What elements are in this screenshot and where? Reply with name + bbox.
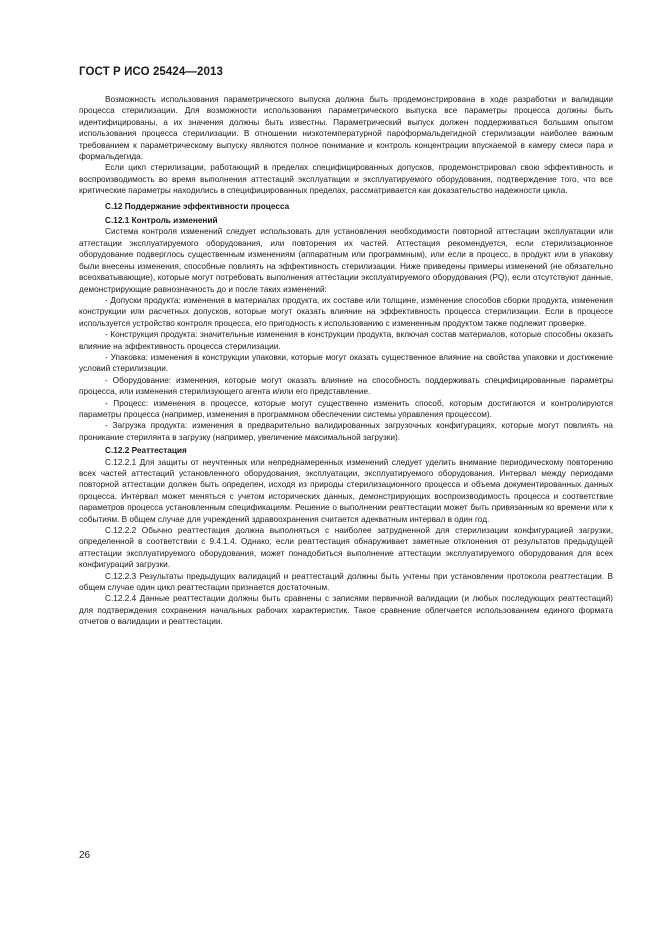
paragraph-c12-2-3: С.12.2.3 Результаты предыдущих валидаций и реаттестаций должны быть учтены при установлении протокола реаттестации. В общем случае один цикл реаттестации признается достаточным. [79,571,613,593]
list-item-product-tolerances: - Допуски продукта: изменения в материалах продукта, их составе или толщине, изменение способов сборки продукта, изменения конструкции или расчетных допусков, которые могут оказать влияние на эффективность процесса стерилизации. Если в процессе используется устройство контроля процесса, его пригодность к использованию с измененным продуктом также подлежит проверке. [79,295,613,328]
list-item-product-loading: - Загрузка продукта: изменения в предварительно валидированных загрузочных конфигурациях, которые могут повлиять на проникание стерилянта в загрузку (например, увеличение максимальной загрузки). [79,421,613,442]
paragraph-c12-2-2: С.12.2.2 Обычно реаттестация должна выполняться с наиболее затрудненной для стерилизации конфигурацией загрузки, определенной в соответствии с 9.4.1.4. Однако, если реаттестация обнаруживает заметные отклонения от результатов предыдущей аттестации эксплуатируемого оборудования, может понадобиться выполнение аттестации эксплуатируемого оборудования для всех конфигураций загрузки. [79,526,613,570]
document-header: ГОСТ Р ИСО 25424—2013 [79,66,224,78]
list-item-packaging: - Упаковка: изменения в конструкции упаковки, которые могут оказать существенное влияние на свойства упаковки и достижение условий стерилизации. [79,352,613,374]
page-number: 26 [79,850,91,861]
paragraph-c12-2-1: С.12.2.1 Для защиты от неучтенных или непреднамеренных изменений следует уделить внимание периодическому повторению всех частей аттестаций установленного оборудования, эксплуатации, эксплуатируемого оборудования. Интервал между периодами повторной аттестации должен быть определен, исходя из природы стерилизационного процесса и объема документированных данных процесса. Интервал может меняться с учетом исторических данных, демонстрирующих воспроизводимость процесса и соответствие параметров процесса установленным спецификациям. Решение о выполнении реаттестации может быть привязанным ко времени или к событиям. В общем случае для учреждений здравоохранения считается адекватным интервал в один год. [79,457,613,524]
list-item-process: - Процесс: изменения в процессе, которые могут существенно изменить способ, которым достигаются и контролируются параметры процесса (например, изменения в программном обеспечении системы управления процессом). [79,398,613,419]
subsection-heading-c122: С.12.2 Реаттестация [105,446,187,456]
paragraph-cycle-reliability: Если цикл стерилизации, работающий в пределах специфицированных допусков, продемонстрировал свою эффективность и воспроизводимость во время выполнения аттестаций эксплуатации и эксплуатируемого оборудования, подтверждение того, что все критические параметры находились в специфицированных пределах, рассматривается как доказательство надежности цикла. [79,163,613,196]
paragraph-change-control: Система контроля изменений следует использовать для установления необходимости повторной аттестации эксплуатации или аттестации эксплуатируемого оборудования, или повторения их частей. Аттестация рекомендуется, если стерилизационное оборудование подверглось существенным изменениям (аппаратным или программным), или если в процесс, в продукт или в упаковку были внесены изменения, способные повлиять на эффективность стерилизации. Ниже приведены примеры изменений (не обязательно всеохватывающие), которые могут потребовать выполнения аттестации эксплуатируемого оборудования (PQ), если отсутствуют данные, демонстрирующие равнозначность до и после таких изменений: [79,227,613,294]
list-item-product-design: - Конструкция продукта: значительные изменения в конструкции продукта, включая состав материалов, которые способны оказать влияние на эффективность процесса стерилизации. [79,330,613,351]
subsection-heading-c121: С.12.1 Контроль изменений [105,216,218,226]
section-heading-c12: С.12 Поддержание эффективности процесса [105,201,290,211]
document-body [79,94,613,628]
paragraph-parametric-release: Возможность использования параметрического выпуска должна быть продемонстрирована в ходе разработки и валидации процесса стерилизации. Для возможности использования параметрического выпуска все параметры процесса должны быть идентифицированы, а их значения должны быть известны. Параметрический выпуск должен поддерживаться большим опытом использования процесса стерилизации. В отношении низкотемпературной пароформальдегидной стерилизации наиболее важным требованием к параметрическому выпуску являются полное понимание и контроль концентрации впускаемой в камеру смеси пара и формальдегида. [79,95,613,162]
paragraph-c12-2-4: С.12.2.4 Данные реаттестации должны быть сравнены с записями первичной валидации (и любых последующих реаттестаций) для подтверждения сохранения начальных рабочих характеристик. Такое сравнение облегчается использованием единого формата отчетов о валидации и реаттестации. [79,594,613,627]
list-item-equipment: - Оборудование: изменения, которые могут оказать влияние на способность поддерживать специфицированные параметры процесса, или изменения стерилизующего агента и/или его представление. [79,375,613,397]
